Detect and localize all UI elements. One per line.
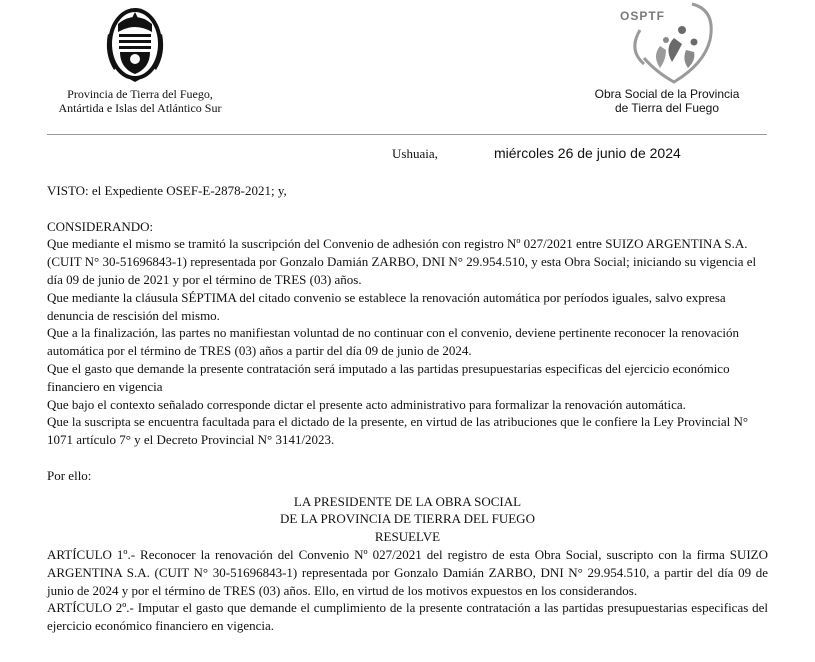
provincial-coat-of-arms-icon xyxy=(104,4,166,84)
considerando-paragraph: Que bajo el contexto señalado corresponde dictar el presente acto administrativo para formalizar la renovación automática. xyxy=(47,396,686,412)
authority-line2: DE LA PROVINCIA DE TIERRA DEL FUEGO xyxy=(280,511,535,527)
considerando-paragraph: Que el gasto que demande la presente contratación será imputado a las partidas presupuestarias especificas del ejercicio económico financiero en vigencia xyxy=(47,360,730,394)
articulo-1: ARTÍCULO 1º.- Reconocer la renovación del Convenio Nº 027/2021 del registro de esta Obra Social, suscripto con la firma SUIZO ARGENTINA S.A. (CUIT N° 30-51696843-1) representada por Gonzalo Damián ZARBO, DNI N° 29.954.510, a partir del día 09 de junio de 2024 y por el término de TRES (03) años. Ello, en virtud de los motivos expuestos en los considerandos. xyxy=(47,546,768,598)
osptf-logo-text: OSPTF xyxy=(620,9,666,23)
considerando-paragraph: Que mediante el mismo se tramitó la suscripción del Convenio de adhesión con registro Nº 027/2021 entre SUIZO ARGENTINA S.A. (CUIT N° 30-51696843-1) representada por Gonzalo Damián ZARBO, DNI N° 29.954.510, y esta Obra Social; iniciando su vigencia el día 09 de junio de 2021 y por el término de TRES (03) años. xyxy=(47,236,757,287)
considerando-paragraph: Que a la finalización, las partes no manifiestan voluntad de no continuar con el convenio, deviene pertinente reconocer la renovación automática por el término de TRES (03) años a partir del día 09 de junio de 2024. xyxy=(47,325,739,359)
authority-line1: LA PRESIDENTE DE LA OBRA SOCIAL xyxy=(293,493,522,509)
province-caption-line2: Antártida e Islas del Atlántico Sur xyxy=(58,101,222,115)
document-body xyxy=(47,182,768,635)
considerando-paragraph: Que mediante la cláusula SÉPTIMA del citado convenio se establece la renovación automática por períodos iguales, salvo expresa denuncia de rescisión del mismo. xyxy=(47,289,726,323)
header-divider xyxy=(47,134,767,135)
considerando-heading: CONSIDERANDO: xyxy=(47,218,154,234)
dateline-date: miércoles 26 de junio de 2024 xyxy=(494,145,681,161)
articulo-2: ARTÍCULO 2º.- Imputar el gasto que demande el cumplimiento de la presente contratación a las partidas presupuestarias especificas del ejercicio económico financiero en vigencia. xyxy=(47,600,768,634)
resuelve-heading: RESUELVE xyxy=(374,529,441,545)
considerando-paragraph: Que la suscripta se encuentra facultada para el dictado de la presente, en virtud de las atribuciones que le confiere la Ley Provincial N° 1071 artículo 7° y el Decreto Provincial N° 3141/2023. xyxy=(47,414,749,448)
obra-social-caption-line1: Obra Social de la Provincia xyxy=(594,87,740,101)
por-ello: Por ello: xyxy=(47,467,92,483)
province-caption-line1: Provincia de Tierra del Fuego, xyxy=(67,87,213,101)
obra-social-caption xyxy=(582,87,752,115)
dateline-place: Ushuaia, xyxy=(392,146,438,161)
obra-social-caption-line2: de Tierra del Fuego xyxy=(614,101,720,115)
visto-paragraph: VISTO: el Expediente OSEF-E-2878-2021; y, xyxy=(47,183,287,198)
province-caption xyxy=(40,87,240,115)
